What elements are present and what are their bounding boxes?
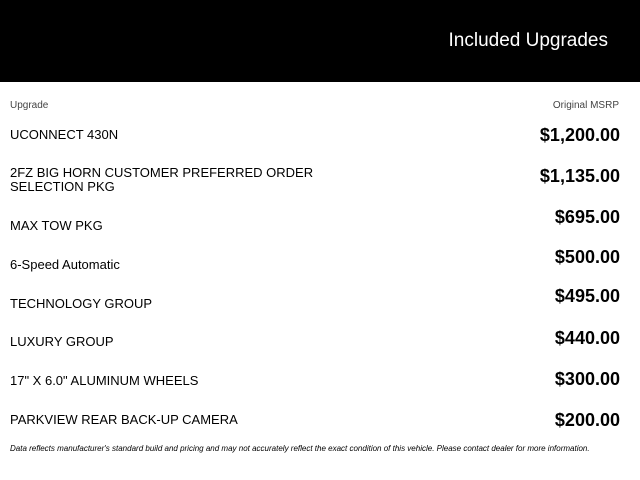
upgrade-price: $495.00	[554, 286, 620, 306]
upgrade-name: 6-Speed Automatic	[10, 257, 120, 272]
upgrade-name: LUXURY GROUP	[10, 334, 114, 349]
upgrade-price: $200.00	[554, 410, 620, 430]
upgrade-name: MAX TOW PKG	[10, 218, 103, 233]
upgrade-price: $695.00	[554, 207, 620, 227]
column-header-msrp: Original MSRP	[552, 100, 619, 111]
upgrade-name: UCONNECT 430N	[10, 127, 119, 142]
disclaimer-text: Data reflects manufacturer's standard build and pricing and may not accurately reflect the exact condition of this vehicle. Please contact dealer for more information.	[10, 444, 590, 453]
upgrade-name: 17" X 6.0" ALUMINUM WHEELS	[10, 373, 199, 388]
upgrade-price: $300.00	[554, 369, 620, 389]
page-title: Included Upgrades	[448, 30, 608, 51]
header-bar	[0, 0, 640, 82]
upgrade-price: $440.00	[554, 328, 620, 348]
upgrade-name: 2FZ BIG HORN CUSTOMER PREFERRED ORDER SELECTION PKG	[10, 165, 314, 194]
upgrade-price: $1,200.00	[539, 125, 620, 145]
upgrade-price: $1,135.00	[539, 166, 620, 186]
upgrade-price: $500.00	[554, 247, 620, 267]
column-header-upgrade: Upgrade	[10, 100, 49, 111]
upgrade-name: TECHNOLOGY GROUP	[10, 296, 153, 311]
upgrade-name: PARKVIEW REAR BACK-UP CAMERA	[10, 412, 238, 427]
